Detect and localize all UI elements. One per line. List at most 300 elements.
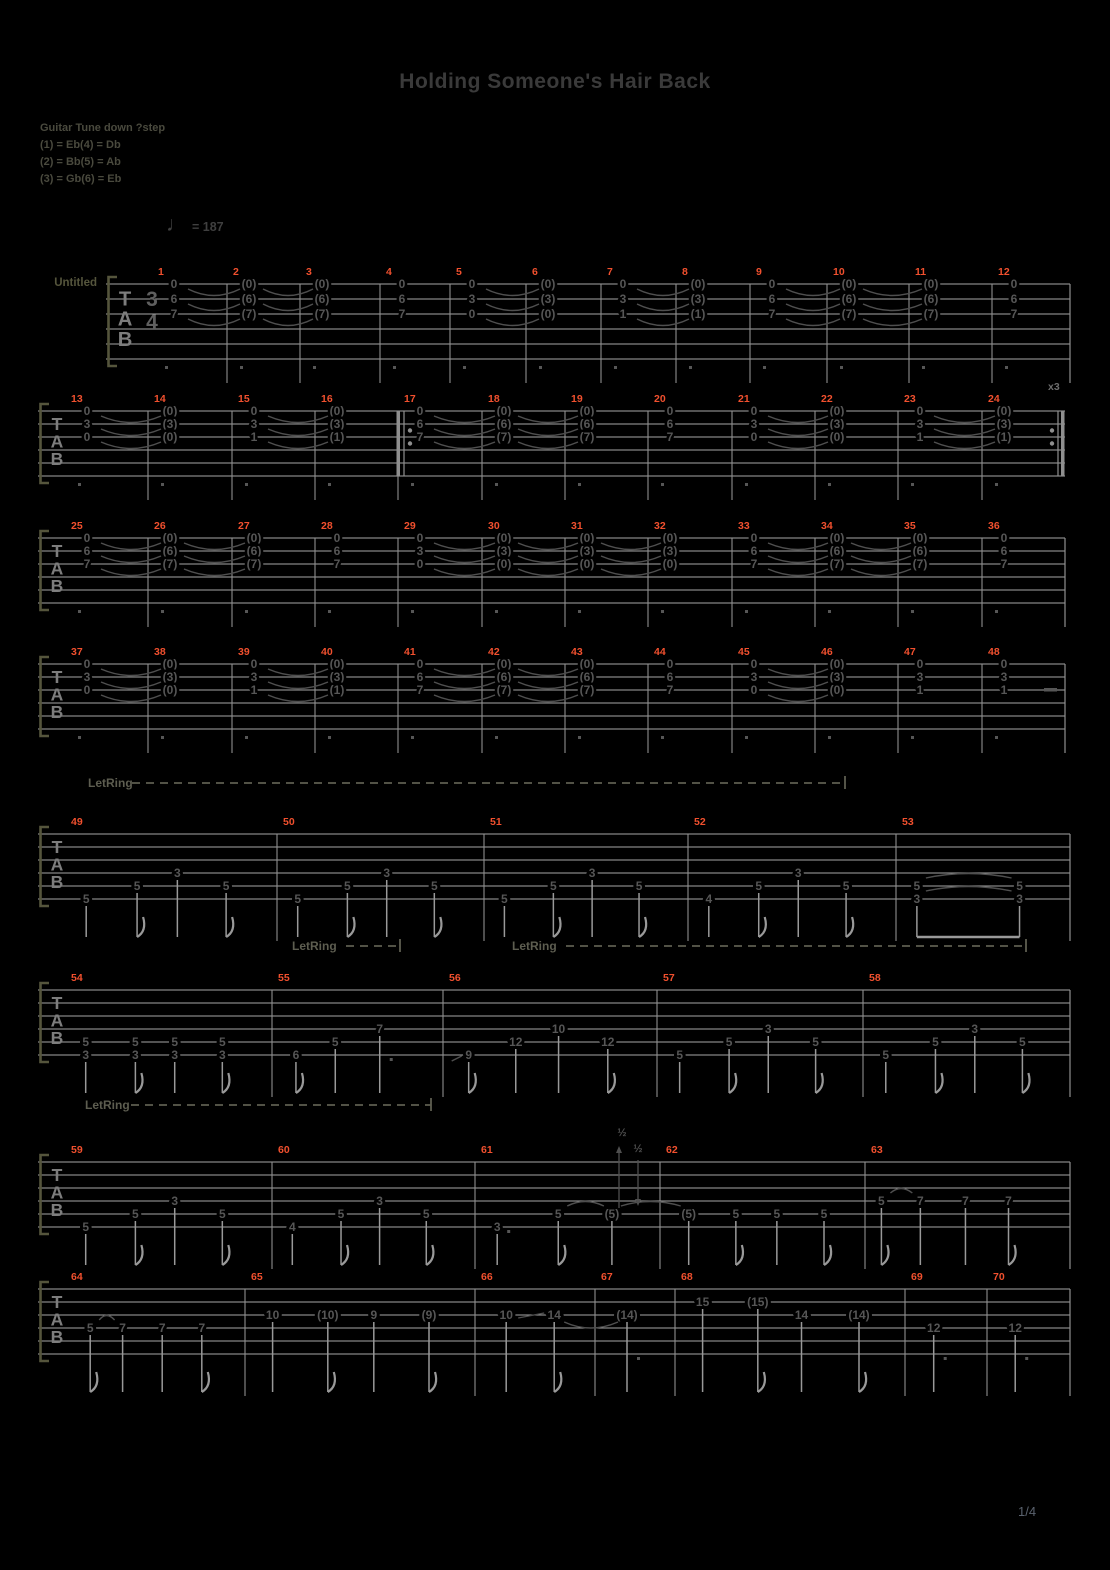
fret-number: (10) <box>317 1308 339 1322</box>
fret-number: 6 <box>83 544 91 558</box>
song-title: Holding Someone's Hair Back <box>399 70 711 93</box>
measure-number: 39 <box>238 646 250 658</box>
bend-amount-label: ½ <box>617 1127 627 1139</box>
tab-clef-letter: T <box>51 666 63 687</box>
fret-number: (6) <box>162 544 178 558</box>
measure-number: 51 <box>490 816 502 828</box>
fret-number: (1) <box>690 307 706 321</box>
fret-number: 0 <box>416 557 424 571</box>
system-bracket <box>41 827 50 906</box>
fret-number: (0) <box>912 531 928 545</box>
eighth-flag <box>824 1245 831 1265</box>
tie-arc <box>263 304 313 311</box>
eighth-flag <box>135 1073 142 1093</box>
fret-number: (0) <box>662 531 678 545</box>
time-signature-top: 3 <box>146 287 158 311</box>
fret-number: 5 <box>554 1207 562 1221</box>
fret-number: 0 <box>333 531 341 545</box>
measure-number: 36 <box>988 520 1000 532</box>
rhythm-dot <box>165 366 168 369</box>
fret-number: 7 <box>398 307 406 321</box>
measure-number: 54 <box>71 972 83 984</box>
fret-number: (1) <box>329 430 345 444</box>
measure-number: 67 <box>601 1271 613 1283</box>
eighth-flag <box>553 917 560 937</box>
tie-arc <box>518 556 578 563</box>
fret-number: 0 <box>468 277 476 291</box>
fret-number: 3 <box>171 1048 179 1062</box>
measure-number: 57 <box>663 972 675 984</box>
fret-number: (0) <box>829 657 845 671</box>
fret-number: 5 <box>755 879 763 893</box>
eighth-flag <box>202 1372 209 1392</box>
fret-number: 15 <box>695 1295 710 1309</box>
fret-number: 6 <box>170 292 178 306</box>
tie-arc <box>926 874 1012 879</box>
tie-arc <box>637 319 689 326</box>
tempo-value: = 187 <box>192 220 224 234</box>
fret-number: (6) <box>829 544 845 558</box>
eighth-flag <box>137 917 144 937</box>
rhythm-dot <box>240 366 243 369</box>
fret-number: 5 <box>82 892 90 906</box>
fret-number: 0 <box>83 657 91 671</box>
fret-number: (1) <box>329 683 345 697</box>
tab-clef-letter: A <box>50 854 64 875</box>
rhythm-dot <box>393 366 396 369</box>
rhythm-dot <box>995 736 998 739</box>
repeat-thick-bar <box>1061 411 1065 476</box>
rest <box>1044 688 1057 692</box>
fret-number: (3) <box>329 670 345 684</box>
fret-number: 0 <box>916 657 924 671</box>
tie-arc <box>188 319 240 326</box>
fret-number: 3 <box>218 1048 226 1062</box>
fret-number: 0 <box>666 657 674 671</box>
fret-number: 7 <box>170 307 178 321</box>
tie-arc <box>434 682 495 689</box>
fret-number: 7 <box>376 1022 384 1036</box>
repeat-count-label: x3 <box>1048 381 1060 393</box>
fret-number: 5 <box>294 892 302 906</box>
tie-arc <box>518 416 578 423</box>
tab-clef-letter: T <box>51 540 63 561</box>
measure-number: 28 <box>321 520 333 532</box>
measure-number: 53 <box>902 816 914 828</box>
tie-arc <box>486 304 539 311</box>
tab-system <box>38 381 1065 500</box>
fret-number: 3 <box>913 892 921 906</box>
fret-number: 5 <box>430 879 438 893</box>
tab-clef-letter: A <box>50 558 64 579</box>
measure-number: 14 <box>154 393 166 405</box>
fret-number: 7 <box>917 1194 924 1208</box>
fret-number: 1 <box>250 430 258 444</box>
fret-number: 3 <box>764 1022 772 1036</box>
fret-number: 7 <box>1010 307 1018 321</box>
fret-number: 5 <box>878 1194 885 1208</box>
fret-number: 7 <box>1005 1194 1012 1208</box>
fret-number: 5 <box>932 1035 939 1049</box>
tie-arc <box>934 429 995 436</box>
measure-number: 22 <box>821 393 833 405</box>
rhythm-dot <box>661 736 664 739</box>
tie-arc <box>518 569 578 576</box>
fret-number: (6) <box>912 544 928 558</box>
fret-number: 7 <box>198 1321 206 1335</box>
fret-number: 5 <box>344 879 351 893</box>
fret-number: 12 <box>509 1035 523 1049</box>
fret-number: 7 <box>333 557 341 571</box>
fret-number: 1 <box>250 683 258 697</box>
measure-number: 37 <box>71 646 83 658</box>
tab-system <box>54 266 1070 383</box>
tie-arc <box>768 569 828 576</box>
tab-clef-letter: A <box>50 684 64 705</box>
rhythm-dot <box>828 483 831 486</box>
rhythm-dot <box>245 483 248 486</box>
tab-clef-letter: T <box>51 992 63 1013</box>
measure-number: 60 <box>278 1144 290 1156</box>
measure-number: 63 <box>871 1144 883 1156</box>
measure-number: 48 <box>988 646 1000 658</box>
fret-number: 0 <box>750 531 758 545</box>
fret-number: (0) <box>923 277 939 291</box>
fret-number: (0) <box>496 531 512 545</box>
tab-clef-letter: B <box>117 328 133 351</box>
fret-number: 12 <box>927 1321 941 1335</box>
measure-number: 66 <box>481 1271 493 1283</box>
fret-number: 5 <box>1016 879 1023 893</box>
fret-number: 0 <box>250 404 258 418</box>
fret-number: (6) <box>841 292 857 306</box>
tie-arc <box>768 429 828 436</box>
eighth-flag <box>1022 1073 1029 1093</box>
rhythm-dot <box>495 736 498 739</box>
tuning-line: (1) = Eb(4) = Db <box>40 139 121 151</box>
fret-number: (15) <box>747 1295 769 1309</box>
fret-number: 6 <box>768 292 776 306</box>
augmentation-dot <box>637 1357 640 1360</box>
rhythm-dot <box>411 483 414 486</box>
fret-number: (0) <box>496 557 512 571</box>
rhythm-dot <box>1005 366 1008 369</box>
tab-clef-letter: B <box>50 576 64 597</box>
fret-number: 3 <box>83 417 91 431</box>
tie-arc <box>786 304 840 311</box>
fret-number: (6) <box>923 292 939 306</box>
tie-arc <box>434 442 495 449</box>
fret-number: 0 <box>1000 531 1008 545</box>
eighth-flag <box>859 1372 866 1392</box>
tie-arc <box>601 569 661 576</box>
fret-number: 6 <box>416 670 424 684</box>
fret-number: (0) <box>329 657 345 671</box>
tab-clef-letter: A <box>50 1309 64 1330</box>
eighth-flag <box>222 1245 229 1265</box>
tie-arc <box>101 695 161 702</box>
measure-number: 4 <box>386 266 392 278</box>
fret-number: (3) <box>662 544 678 558</box>
repeat-thick-bar <box>397 411 401 476</box>
measure-number: 40 <box>321 646 333 658</box>
tie-arc <box>268 682 328 689</box>
fret-number: (0) <box>829 531 845 545</box>
tie-arc <box>101 556 161 563</box>
page-number: 1/4 <box>1018 1504 1037 1519</box>
fret-number: (6) <box>496 670 512 684</box>
fret-number: (0) <box>540 307 556 321</box>
fret-number: 1 <box>619 307 627 321</box>
tie-arc <box>101 682 161 689</box>
fret-number: 5 <box>222 879 230 893</box>
fret-number: (0) <box>690 277 706 291</box>
tie-arc <box>434 669 495 676</box>
rhythm-dot <box>328 736 331 739</box>
rhythm-dot <box>411 736 414 739</box>
rhythm-dot <box>911 736 914 739</box>
fret-number: (0) <box>540 277 556 291</box>
tie-arc <box>601 556 661 563</box>
fret-number: (6) <box>496 417 512 431</box>
fret-number: 0 <box>398 277 406 291</box>
eighth-flag <box>736 1245 743 1265</box>
tab-clef-letter: B <box>50 702 64 723</box>
fret-number: 5 <box>218 1207 226 1221</box>
fret-number: 5 <box>812 1035 819 1049</box>
rhythm-dot <box>539 366 542 369</box>
fret-number: (7) <box>912 557 928 571</box>
fret-number: (14) <box>616 1308 638 1322</box>
tie-arc <box>934 416 995 423</box>
fret-number: (0) <box>662 557 678 571</box>
tie-arc <box>518 669 578 676</box>
tie-arc <box>768 695 828 702</box>
letring-label: LetRing <box>292 939 337 953</box>
system-bracket <box>41 983 50 1062</box>
fret-number: (9) <box>421 1308 437 1322</box>
rhythm-dot <box>245 610 248 613</box>
tie-arc <box>890 1189 912 1194</box>
measure-number: 65 <box>251 1271 263 1283</box>
fret-number: 12 <box>601 1035 615 1049</box>
fret-number: 4 <box>288 1220 296 1234</box>
tie-arc <box>863 304 922 311</box>
tie-arc <box>786 289 840 296</box>
measure-number: 31 <box>571 520 583 532</box>
measure-number: 56 <box>449 972 461 984</box>
eighth-flag <box>608 1073 615 1093</box>
fret-number: 7 <box>1000 557 1008 571</box>
rhythm-dot <box>745 736 748 739</box>
fret-number: (0) <box>579 657 595 671</box>
fret-number: (3) <box>162 670 178 684</box>
fret-number: 7 <box>119 1321 126 1335</box>
tie-arc <box>768 543 828 550</box>
fret-number: (7) <box>579 430 595 444</box>
augmentation-dot <box>507 1230 510 1233</box>
eighth-flag <box>426 1245 433 1265</box>
fret-number: (0) <box>829 404 845 418</box>
measure-number: 20 <box>654 393 666 405</box>
fret-number: 3 <box>971 1022 979 1036</box>
fret-number: (3) <box>329 417 345 431</box>
fret-number: 5 <box>773 1207 781 1221</box>
fret-number: 0 <box>750 657 758 671</box>
tab-system <box>38 520 1065 627</box>
system-bracket <box>41 531 50 610</box>
tie-arc <box>851 569 911 576</box>
measure-number: 43 <box>571 646 583 658</box>
fret-number: 6 <box>1010 292 1018 306</box>
rhythm-dot <box>463 366 466 369</box>
fret-number: (6) <box>314 292 330 306</box>
letring-label: LetRing <box>85 1098 130 1112</box>
fret-number: 3 <box>916 417 924 431</box>
fret-number: 1 <box>916 430 924 444</box>
fret-number: 0 <box>83 683 91 697</box>
fret-number: 0 <box>83 404 91 418</box>
fret-number: (0) <box>162 430 178 444</box>
measure-number: 26 <box>154 520 166 532</box>
rhythm-dot <box>245 736 248 739</box>
slide-in-line <box>452 1056 462 1061</box>
tie-arc <box>768 669 828 676</box>
tie-arc <box>101 543 161 550</box>
tie-arc <box>268 669 328 676</box>
fret-number: 3 <box>1000 670 1008 684</box>
measure-number: 30 <box>488 520 500 532</box>
augmentation-dot <box>390 1058 393 1061</box>
fret-number: (0) <box>496 657 512 671</box>
fret-number: 3 <box>250 670 258 684</box>
fret-number: 0 <box>1000 657 1008 671</box>
fret-number: 9 <box>465 1048 473 1062</box>
measure-number: 11 <box>915 266 927 278</box>
eighth-flag <box>554 1372 561 1392</box>
rhythm-dot <box>911 483 914 486</box>
fret-number: 7 <box>750 557 758 571</box>
tuning-line: (3) = Gb(6) = Eb <box>40 173 122 185</box>
measure-number: 13 <box>71 393 83 405</box>
fret-number: 5 <box>171 1035 179 1049</box>
tab-clef-letter: A <box>50 431 64 452</box>
fret-number: (5) <box>604 1207 620 1221</box>
measure-number: 69 <box>911 1271 923 1283</box>
tie-arc <box>101 442 161 449</box>
fret-number: 7 <box>768 307 776 321</box>
measure-number: 41 <box>404 646 416 658</box>
time-signature-bottom: 4 <box>146 311 158 334</box>
fret-number: (0) <box>996 404 1012 418</box>
tie-arc <box>101 669 161 676</box>
measure-number: 19 <box>571 393 583 405</box>
fret-number: 0 <box>83 430 91 444</box>
fret-number: (0) <box>246 531 262 545</box>
fret-number: (0) <box>162 531 178 545</box>
fret-number: 5 <box>882 1048 890 1062</box>
fret-number: (7) <box>246 557 262 571</box>
measure-number: 12 <box>998 266 1010 278</box>
rhythm-dot <box>328 483 331 486</box>
augmentation-dot <box>944 1357 947 1360</box>
fret-number: (0) <box>496 404 512 418</box>
measure-number: 34 <box>821 520 833 532</box>
fret-number: 0 <box>416 531 424 545</box>
fret-number: 5 <box>82 1035 90 1049</box>
fret-number: 5 <box>133 879 141 893</box>
fret-number: (0) <box>829 430 845 444</box>
fret-number: (6) <box>241 292 257 306</box>
measure-number: 45 <box>738 646 750 658</box>
measure-number: 49 <box>71 816 83 828</box>
eighth-flag <box>729 1073 736 1093</box>
rhythm-dot <box>328 610 331 613</box>
tie-arc <box>434 556 495 563</box>
rhythm-dot <box>995 610 998 613</box>
tab-clef-letter: A <box>117 308 133 331</box>
fret-number: (6) <box>246 544 262 558</box>
eighth-flag <box>816 1073 823 1093</box>
measure-number: 7 <box>607 266 613 278</box>
tab-clef-letter: T <box>51 1291 63 1312</box>
fret-number: 7 <box>666 683 674 697</box>
measure-number: 64 <box>71 1271 83 1283</box>
fret-number: (3) <box>690 292 706 306</box>
fret-number: 6 <box>666 670 674 684</box>
fret-number: (0) <box>162 683 178 697</box>
fret-number: (7) <box>841 307 857 321</box>
fret-number: 5 <box>842 879 850 893</box>
rhythm-dot <box>78 483 81 486</box>
tie-arc <box>101 429 161 436</box>
tie-arc <box>263 289 313 296</box>
fret-number: 9 <box>370 1308 378 1322</box>
tab-clef-letter: A <box>50 1010 64 1031</box>
measure-number: 38 <box>154 646 166 658</box>
fret-number: 5 <box>501 892 508 906</box>
fret-number: 0 <box>468 307 476 321</box>
fret-number: 0 <box>170 277 178 291</box>
quarter-note-icon: ♩ <box>166 213 187 236</box>
system-bracket <box>41 657 50 736</box>
bend-amount-label: ½ <box>633 1143 643 1155</box>
repeat-dot <box>408 441 412 445</box>
tab-clef-letter: B <box>50 1028 64 1049</box>
tie-arc <box>601 543 661 550</box>
fret-number: (0) <box>841 277 857 291</box>
fret-number: 0 <box>416 404 424 418</box>
rhythm-dot <box>614 366 617 369</box>
measure-number: 47 <box>904 646 916 658</box>
measure-number: 58 <box>869 972 881 984</box>
fret-number: 10 <box>499 1308 513 1322</box>
measure-number: 25 <box>71 520 83 532</box>
eighth-flag <box>639 917 646 937</box>
fret-number: 14 <box>547 1308 561 1322</box>
tie-arc <box>434 695 495 702</box>
fret-number: 3 <box>250 417 258 431</box>
measure-number: 68 <box>681 1271 693 1283</box>
fret-number: 5 <box>132 1035 139 1049</box>
tie-arc <box>564 1322 618 1328</box>
rhythm-dot <box>995 483 998 486</box>
fret-number: 5 <box>218 1035 226 1049</box>
system-bracket <box>109 277 118 366</box>
tie-arc <box>518 682 578 689</box>
tie-arc <box>268 429 328 436</box>
tab-system <box>38 646 1065 753</box>
